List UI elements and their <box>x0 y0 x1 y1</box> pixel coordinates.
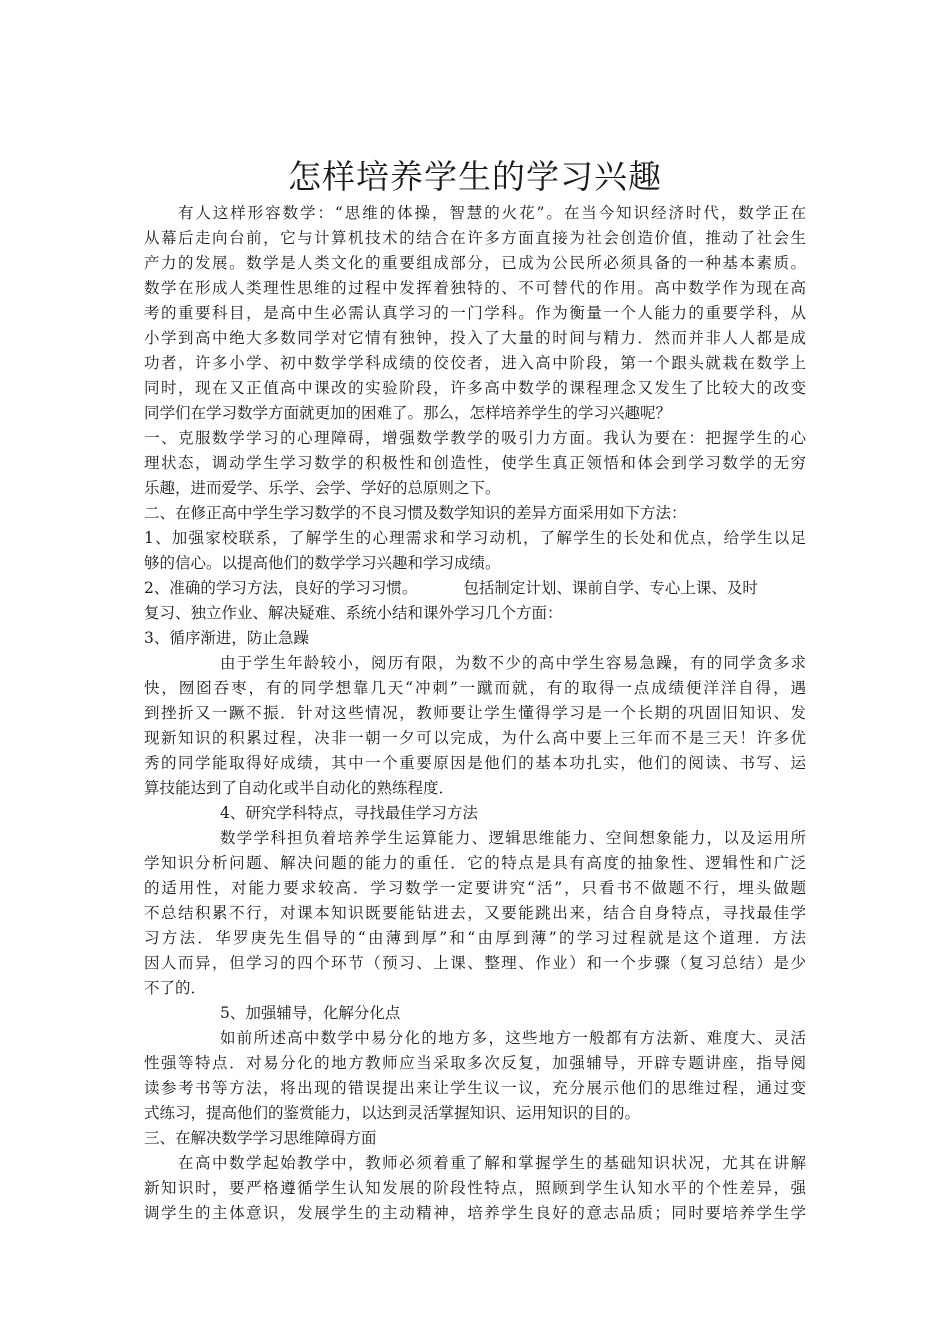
document-body <box>144 201 806 1226</box>
paragraph-line: 功者，许多小学、初中数学学科成绩的佼佼者，进入高中阶段，第一个跟头就栽在数学上 <box>144 354 806 372</box>
section-heading-1: 一、克服数学学习的心理障碍，增强数学教学的吸引力方面。我认为要在：把握学生的心 <box>144 429 806 447</box>
document-title: 怎样培养学生的学习兴趣 <box>288 157 662 196</box>
paragraph-line: 考的重要科目，是高中生必需认真学习的一门学科。作为衡量一个人能力的重要学科，从 <box>144 304 806 322</box>
paragraph-line: 读参考书等方法，将出现的错误提出来让学生议一议，充分展示他们的思维过程，通过变 <box>144 1079 806 1097</box>
paragraph-line: 秀的同学能取得好成绩，其中一个重要原因是他们的基本功扎实，他们的阅读、书写、运 <box>144 754 806 772</box>
list-item-4: 4、研究学科特点，寻找最佳学习方法 <box>220 804 478 822</box>
paragraph-line: 数学在形成人类理性思维的过程中发挥着独特的、不可替代的作用。高中数学作为现在高 <box>144 279 806 297</box>
paragraph-line: 性强等特点．对易分化的地方教师应当采取多次反复，加强辅导，开辟专题讲座，指导阅 <box>144 1054 806 1072</box>
paragraph-line: 到挫折又一蹶不振．针对这些情况，教师要让学生懂得学习是一个长期的巩固旧知识、发 <box>144 704 806 722</box>
paragraph-line: 快，囫囵吞枣，有的同学想靠几天“冲刺”一蹴而就，有的取得一点成绩便洋洋自得，遇 <box>144 679 806 697</box>
paragraph-line: 调学生的主体意识，发展学生的主动精神，培养学生良好的意志品质；同时要培养学生学 <box>144 1204 806 1222</box>
paragraph-line: 复习、独立作业、解决疑难、系统小结和课外学习几个方面： <box>144 604 563 622</box>
paragraph-line: 如前所述高中数学中易分化的地方多，这些地方一般都有方法新、难度大、灵活 <box>220 1029 806 1047</box>
paragraph-line: 不总结积累不行，对课本知识既要能钻进去，又要能跳出来，结合自身特点，寻找最佳学 <box>144 904 806 922</box>
list-item-3: 3、循序渐进，防止急躁 <box>144 629 309 647</box>
paragraph-line: 产力的发展。数学是人类文化的重要组成部分，已成为公民所必须具备的一种基本素质。 <box>144 254 806 272</box>
section-heading-2: 二、在修正高中学生学习数学的不良习惯及数学知识的差异方面采用如下方法： <box>144 504 687 522</box>
paragraph-line: 由于学生年龄较小，阅历有限，为数不少的高中学生容易急躁，有的同学贪多求 <box>220 654 806 672</box>
paragraph-line: 习方法．华罗庚先生倡导的“由薄到厚”和“由厚到薄”的学习过程就是这个道理．方法 <box>144 929 806 947</box>
paragraph-line: 式练习，提高他们的鉴赏能力，以达到灵活掌握知识、运用知识的目的。 <box>144 1104 641 1122</box>
list-item-2-lead: 2、准确的学习方法，良好的学习习惯。 <box>144 579 418 597</box>
paragraph-line: 同学们在学习数学方面就更加的困难了。那么，怎样培养学生的学习兴趣呢？ <box>144 404 672 422</box>
paragraph-line: 因人而异，但学习的四个环节（预习、上课、整理、作业）和一个步骤（复习总结）是少 <box>144 954 806 972</box>
paragraph-line: 有人这样形容数学：“思维的体操，智慧的火花”。在当今知识经济时代，数学正在 <box>178 204 806 222</box>
paragraph-line: 乐趣，进而爱学、乐学、会学、学好的总原则之下。 <box>144 479 501 497</box>
section-heading-3: 三、在解决数学学习思维障碍方面 <box>144 1129 377 1147</box>
paragraph-line: 新知识时，要严格遵循学生认知发展的阶段性特点，照顾到学生认知水平的个性差异，强 <box>144 1179 806 1197</box>
paragraph-line: 的适用性，对能力要求较高．学习数学一定要讲究“活”，只看书不做题不行，埋头做题 <box>144 879 806 897</box>
list-item-2 <box>144 576 806 601</box>
paragraph-line: 在高中数学起始教学中，教师必须着重了解和掌握学生的基础知识状况，尤其在讲解 <box>178 1154 806 1172</box>
paragraph-line: 现新知识的积累过程，决非一朝一夕可以完成，为什么高中要上三年而不是三天！许多优 <box>144 729 806 747</box>
list-item-5: 5、加强辅导，化解分化点 <box>220 1004 401 1022</box>
paragraph-line: 从幕后走向台前，它与计算机技术的结合在许多方面直接为社会创造价值，推动了社会生 <box>144 229 806 247</box>
paragraph-line: 数学学科担负着培养学生运算能力、逻辑思维能力、空间想象能力，以及运用所 <box>220 829 806 847</box>
paragraph-line: 不了的． <box>144 979 207 997</box>
list-item-1: 1、加强家校联系，了解学生的心理需求和学习动机，了解学生的长处和优点，给学生以足 <box>144 529 806 547</box>
paragraph-line: 理状态，调动学生学习数学的积极性和创造性，使学生真正领悟和体会到学习数学的无穷 <box>144 454 806 472</box>
list-item-2-rest: 包括制定计划、课前自学、专心上课、及时 <box>463 579 758 597</box>
paragraph-line: 够的信心。以提高他们的数学学习兴趣和学习成绩。 <box>144 554 501 572</box>
paragraph-line: 同时，现在又正值高中课改的实验阶段，许多高中数学的课程理念又发生了比较大的改变 <box>144 379 806 397</box>
paragraph-line: 小学到高中绝大多数同学对它情有独钟，投入了大量的时间与精力．然而并非人人都是成 <box>144 329 806 347</box>
paragraph-line: 学知识分析问题、解决问题的能力的重任．它的特点是具有高度的抽象性、逻辑性和广泛 <box>144 854 806 872</box>
paragraph-line: 算技能达到了自动化或半自动化的熟练程度． <box>144 779 455 797</box>
